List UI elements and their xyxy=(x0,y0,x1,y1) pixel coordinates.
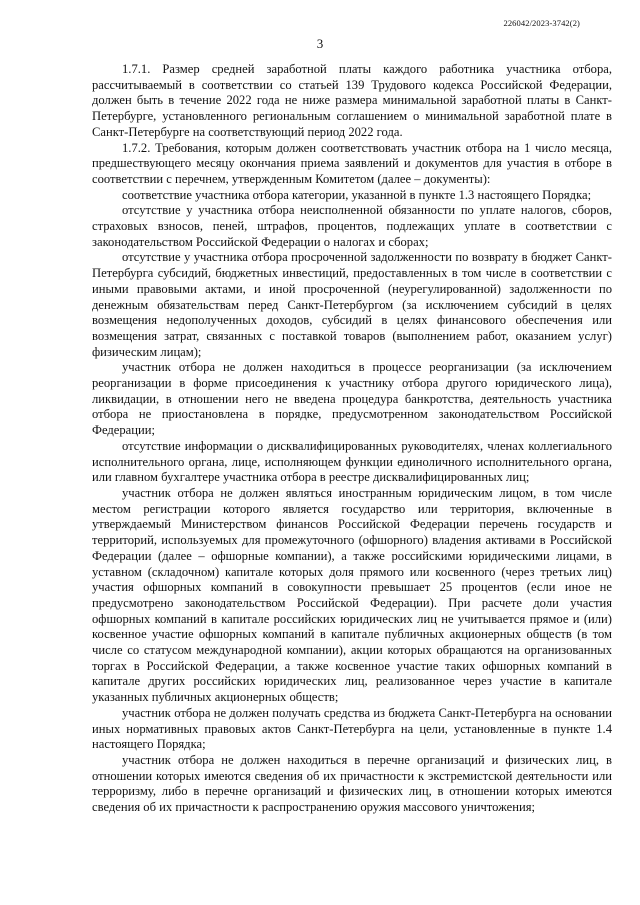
requirement-category: соответствие участника отбора категории, указанной в пункте 1.3 настоящего Порядка; xyxy=(122,187,592,202)
document-id: 226042/2023-3742(2) xyxy=(503,18,580,28)
page-number: 3 xyxy=(316,36,324,51)
paragraph-1-7-2: 1.7.2. Требования, которым должен соответствовать участник отбора на 1 число месяца, предшествующего месяцу окончания приема заявлений и документов для участия в отборе в соответствии с перечнем, утвержденным Комитетом (далее – документы): xyxy=(92,140,612,186)
document-body xyxy=(92,62,612,816)
requirement-not-in-extremist-list: участник отбора не должен находиться в перечне организаций и физических лиц, в отношении которых имеются сведения об их причастности к экстремистской деятельности или терроризму, либо в перечне организаций и физических лиц, в отношении которых имеются сведения об их причастности к распространению оружия массового уничтожения; xyxy=(92,752,612,815)
requirement-no-tax-debt: отсутствие у участника отбора неисполненной обязанности по уплате налогов, сборов, страховых взносов, пеней, штрафов, процентов, подлежащих уплате в соответствии с законодательством Российской Федерации о налогах и сборах; xyxy=(92,203,612,249)
requirement-not-foreign: участник отбора не должен являться иностранным юридическим лицом, в том числе местом регистрации которого является государство или территория, включенные в утверждаемый Министерством финансов Российской Федерации перечень государств и территорий, используемых для промежуточного (офшорного) владения активами в Российской Федерации (далее – офшорные компании), а также российскими юридическими лицами, в уставном (складочном) капитале которых доля прямого или косвенного (через третьих лиц) участия офшорных компаний в совокупности превышает 25 процентов (если иное не предусмотрено законодательством Российской Федерации). При расчете доли участия офшорных компаний в капитале российских юридических лиц не учитывается прямое и (или) косвенное участие офшорных компаний в капитале публичных акционерных обществ (в том числе со статусом международной компании), акции которых обращаются на организованных торгах в Российской Федерации, а также косвенное участие таких офшорных компаний в капитале других российских юридических лиц, реализованное через участие в капитале указанных публичных акционерных обществ; xyxy=(92,485,612,705)
paragraph-1-7-1: 1.7.1. Размер средней заработной платы каждого работника участника отбора, рассчитываемый в соответствии со статьей 139 Трудового кодекса Российской Федерации, должен быть в течение 2022 года не ниже размера минимальной заработной платы в Санкт-Петербурге, установленного региональным соглашением о минимальной заработной плате в Санкт-Петербурге на соответствующий период 2022 года. xyxy=(92,62,612,139)
requirement-no-reorganization: участник отбора не должен находиться в процессе реорганизации (за исключением реорганизации в форме присоединения к участнику отбора другого юридического лица), ликвидации, в отношении него не введена процедура банкротства, деятельность участника отбора не приостановлена в порядке, предусмотренном законодательством Российской Федерации; xyxy=(92,360,612,438)
requirement-no-disqualified: отсутствие информации о дисквалифицированных руководителях, членах коллегиального исполнительного органа, лице, исполняющем функции единоличного исполнительного органа, или главном бухгалтере участника отбора в реестре дисквалифицированных лиц; xyxy=(92,438,612,485)
requirement-no-overdue-debt: отсутствие у участника отбора просроченной задолженности по возврату в бюджет Санкт-Петербурга субсидий, бюджетных инвестиций, предоставленных в том числе в соответствии с иными правовыми актами, и иной просроченной (неурегулированной) задолженности по денежным обязательствам перед Санкт-Петербургом (за исключением субсидий в целях возмещения недополученных доходов, субсидий в целях финансового обеспечения или возмещения затрат, связанных с поставкой товаров (выполнением работ, оказанием услуг) физическим лицам); xyxy=(92,250,612,359)
requirement-no-other-funds: участник отбора не должен получать средства из бюджета Санкт-Петербурга на основании иных нормативных правовых актов Санкт-Петербурга на цели, установленные в пункте 1.4 настоящего Порядка; xyxy=(92,705,612,752)
